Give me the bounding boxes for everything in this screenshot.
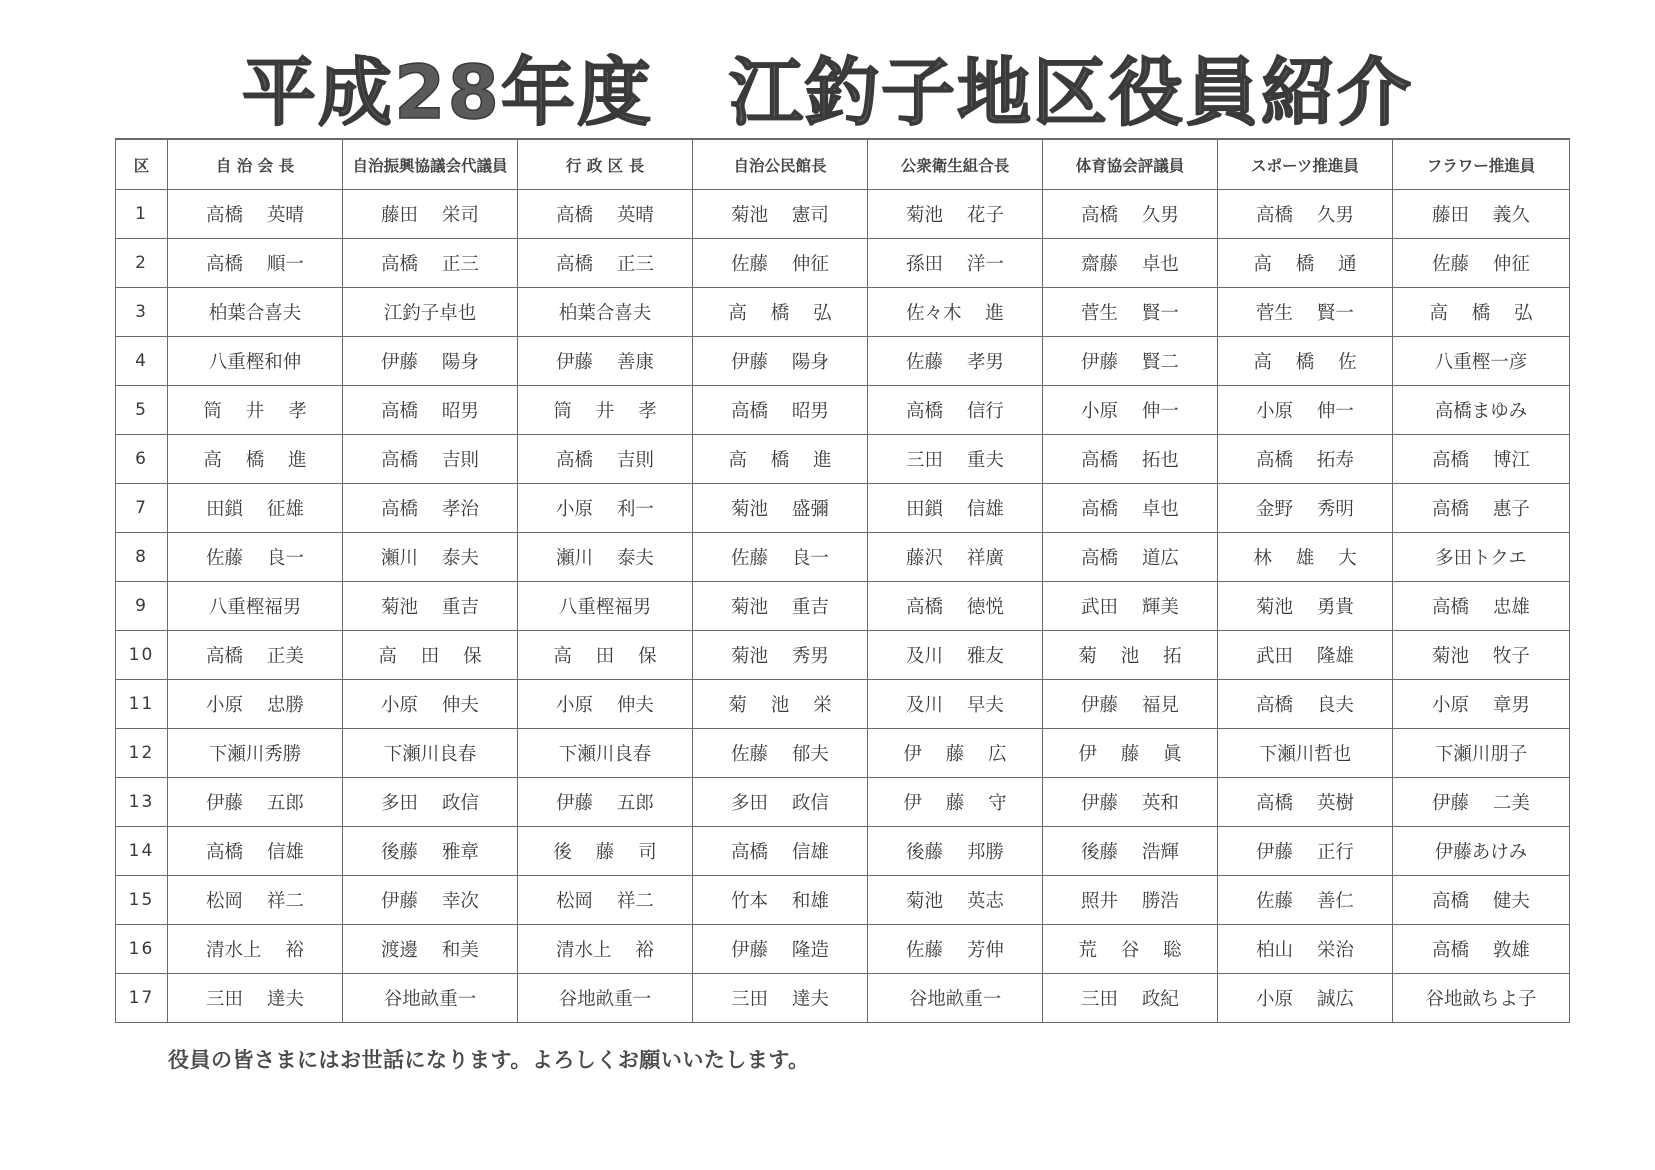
table-row <box>116 190 1570 239</box>
table-row <box>116 533 1570 582</box>
officer-name-cell: 佐藤 良一 <box>693 533 868 582</box>
officer-name-cell: 高橋 吉則 <box>518 435 693 484</box>
officer-name-cell: 高橋 信行 <box>868 386 1043 435</box>
officer-name-cell: 伊藤 正行 <box>1218 827 1393 876</box>
roster-body <box>116 190 1570 1023</box>
officer-name-cell: 谷地畝ちよ子 <box>1393 974 1570 1023</box>
officer-name-cell: 林 雄 大 <box>1218 533 1393 582</box>
table-row <box>116 435 1570 484</box>
officer-name-cell: 高橋 忠雄 <box>1393 582 1570 631</box>
district-number-cell: 11 <box>116 680 168 729</box>
officer-name-cell: 高橋 吉則 <box>343 435 518 484</box>
officer-name-cell: 佐々木 進 <box>868 288 1043 337</box>
officer-name-cell: 小原 伸夫 <box>518 680 693 729</box>
officer-name-cell: 下瀬川哲也 <box>1218 729 1393 778</box>
officer-name-cell: 菊池 憲司 <box>693 190 868 239</box>
officer-name-cell: 伊藤 五郎 <box>168 778 343 827</box>
table-row <box>116 386 1570 435</box>
officer-name-cell: 高橋 道広 <box>1043 533 1218 582</box>
officer-name-cell: 菊池 秀男 <box>693 631 868 680</box>
officer-name-cell: 谷地畝重一 <box>518 974 693 1023</box>
officer-name-cell: 高 橋 通 <box>1218 239 1393 288</box>
officer-name-cell: 高 橋 弘 <box>693 288 868 337</box>
officer-name-cell: 渡邊 和美 <box>343 925 518 974</box>
officer-name-cell: 伊藤 隆造 <box>693 925 868 974</box>
district-number-cell: 6 <box>116 435 168 484</box>
officer-name-cell: 高橋 順一 <box>168 239 343 288</box>
officer-name-cell: 後 藤 司 <box>518 827 693 876</box>
officer-name-cell: 松岡 祥二 <box>168 876 343 925</box>
officer-name-cell: 高橋 久男 <box>1218 190 1393 239</box>
officer-name-cell: 伊藤 善康 <box>518 337 693 386</box>
officer-name-cell: 菊池 重吉 <box>693 582 868 631</box>
officer-name-cell: 三田 政紀 <box>1043 974 1218 1023</box>
officer-name-cell: 田鎖 征雄 <box>168 484 343 533</box>
officer-name-cell: 伊藤 賢二 <box>1043 337 1218 386</box>
officer-name-cell: 瀬川 泰夫 <box>518 533 693 582</box>
officer-name-cell: 菊 池 栄 <box>693 680 868 729</box>
officer-name-cell: 武田 輝美 <box>1043 582 1218 631</box>
officer-name-cell: 佐藤 伸征 <box>1393 239 1570 288</box>
officer-name-cell: 高橋まゆみ <box>1393 386 1570 435</box>
officer-name-cell: 筒 井 孝 <box>518 386 693 435</box>
officer-name-cell: 佐藤 伸征 <box>693 239 868 288</box>
officer-name-cell: 伊 藤 眞 <box>1043 729 1218 778</box>
officer-name-cell: 高橋 正美 <box>168 631 343 680</box>
officer-name-cell: 高橋 信雄 <box>168 827 343 876</box>
officer-name-cell: 伊 藤 守 <box>868 778 1043 827</box>
officer-name-cell: 後藤 浩輝 <box>1043 827 1218 876</box>
officer-name-cell: 下瀬川良春 <box>343 729 518 778</box>
officer-name-cell: 谷地畝重一 <box>868 974 1043 1023</box>
header-row <box>116 139 1570 190</box>
district-number-cell: 16 <box>116 925 168 974</box>
officer-name-cell: 菅生 賢一 <box>1218 288 1393 337</box>
district-number-cell: 2 <box>116 239 168 288</box>
officer-name-cell: 高橋 博江 <box>1393 435 1570 484</box>
officer-name-cell: 高橋 正三 <box>518 239 693 288</box>
district-number-cell: 12 <box>116 729 168 778</box>
footer-note: 役員の皆さまにはお世話になります。よろしくお願いいたします。 <box>168 1048 810 1072</box>
officer-name-cell: 高橋 拓也 <box>1043 435 1218 484</box>
header-sports-promoter: スポーツ推進員 <box>1218 139 1393 190</box>
officer-name-cell: 高 田 保 <box>343 631 518 680</box>
officer-name-cell: 照井 勝浩 <box>1043 876 1218 925</box>
officer-name-cell: 多田 政信 <box>343 778 518 827</box>
table-row <box>116 827 1570 876</box>
officer-name-cell: 伊藤 陽身 <box>343 337 518 386</box>
district-number-cell: 7 <box>116 484 168 533</box>
district-number-cell: 5 <box>116 386 168 435</box>
officer-name-cell: 高橋 信雄 <box>693 827 868 876</box>
officer-name-cell: 高橋 敦雄 <box>1393 925 1570 974</box>
officer-name-cell: 筒 井 孝 <box>168 386 343 435</box>
table-row <box>116 729 1570 778</box>
officer-name-cell: 佐藤 良一 <box>168 533 343 582</box>
officer-name-cell: 八重樫一彦 <box>1393 337 1570 386</box>
officer-name-cell: 及川 早夫 <box>868 680 1043 729</box>
officer-roster-table <box>115 138 1570 1023</box>
officer-name-cell: 伊藤 五郎 <box>518 778 693 827</box>
table-row <box>116 631 1570 680</box>
officer-name-cell: 高橋 昭男 <box>693 386 868 435</box>
officer-name-cell: 下瀬川良春 <box>518 729 693 778</box>
header-district: 区 <box>116 139 168 190</box>
officer-name-cell: 菊池 盛彌 <box>693 484 868 533</box>
district-number-cell: 9 <box>116 582 168 631</box>
officer-name-cell: 八重樫和伸 <box>168 337 343 386</box>
officer-name-cell: 伊 藤 広 <box>868 729 1043 778</box>
table-row <box>116 288 1570 337</box>
officer-name-cell: 高橋 孝治 <box>343 484 518 533</box>
officer-name-cell: 小原 伸一 <box>1218 386 1393 435</box>
table-row <box>116 582 1570 631</box>
officer-name-cell: 菊池 勇貴 <box>1218 582 1393 631</box>
officer-name-cell: 佐藤 郁夫 <box>693 729 868 778</box>
officer-name-cell: 高橋 徳悦 <box>868 582 1043 631</box>
officer-name-cell: 高橋 英晴 <box>518 190 693 239</box>
officer-name-cell: 藤田 義久 <box>1393 190 1570 239</box>
officer-name-cell: 金野 秀明 <box>1218 484 1393 533</box>
table-row <box>116 778 1570 827</box>
header-sanitation-union-head: 公衆衛生組合長 <box>868 139 1043 190</box>
officer-name-cell: 菊池 重吉 <box>343 582 518 631</box>
district-number-cell: 4 <box>116 337 168 386</box>
officer-name-cell: 菊池 花子 <box>868 190 1043 239</box>
table-row <box>116 680 1570 729</box>
officer-name-cell: 高 橋 弘 <box>1393 288 1570 337</box>
officer-name-cell: 伊藤 福見 <box>1043 680 1218 729</box>
district-number-cell: 3 <box>116 288 168 337</box>
district-number-cell: 8 <box>116 533 168 582</box>
officer-name-cell: 伊藤 幸次 <box>343 876 518 925</box>
district-number-cell: 10 <box>116 631 168 680</box>
officer-name-cell: 高 橋 進 <box>168 435 343 484</box>
officer-name-cell: 小原 利一 <box>518 484 693 533</box>
header-community-hall-director: 自治公民館長 <box>693 139 868 190</box>
officer-name-cell: 八重樫福男 <box>168 582 343 631</box>
officer-name-cell: 菊池 牧子 <box>1393 631 1570 680</box>
district-number-cell: 14 <box>116 827 168 876</box>
officer-name-cell: 藤沢 祥廣 <box>868 533 1043 582</box>
officer-name-cell: 多田 政信 <box>693 778 868 827</box>
officer-name-cell: 高 橋 佐 <box>1218 337 1393 386</box>
table-row <box>116 484 1570 533</box>
officer-name-cell: 高橋 惠子 <box>1393 484 1570 533</box>
header-community-chair: 自 治 会 長 <box>168 139 343 190</box>
officer-name-cell: 高橋 拓寿 <box>1218 435 1393 484</box>
officer-name-cell: 多田トクエ <box>1393 533 1570 582</box>
officer-name-cell: 清水上 裕 <box>168 925 343 974</box>
officer-name-cell: 柏山 栄治 <box>1218 925 1393 974</box>
officer-name-cell: 高橋 英晴 <box>168 190 343 239</box>
officer-name-cell: 伊藤 陽身 <box>693 337 868 386</box>
officer-name-cell: 伊藤あけみ <box>1393 827 1570 876</box>
officer-name-cell: 菊 池 拓 <box>1043 631 1218 680</box>
officer-name-cell: 小原 誠広 <box>1218 974 1393 1023</box>
officer-name-cell: 高橋 英樹 <box>1218 778 1393 827</box>
table-row <box>116 876 1570 925</box>
officer-name-cell: 高橋 久男 <box>1043 190 1218 239</box>
officer-name-cell: 後藤 邦勝 <box>868 827 1043 876</box>
header-sports-assoc-councillor: 体育協会評議員 <box>1043 139 1218 190</box>
officer-name-cell: 藤田 栄司 <box>343 190 518 239</box>
officer-name-cell: 下瀬川朋子 <box>1393 729 1570 778</box>
officer-name-cell: 竹本 和雄 <box>693 876 868 925</box>
officer-name-cell: 伊藤 二美 <box>1393 778 1570 827</box>
officer-name-cell: 小原 伸夫 <box>343 680 518 729</box>
officer-name-cell: 齋藤 卓也 <box>1043 239 1218 288</box>
officer-name-cell: 柏葉合喜夫 <box>518 288 693 337</box>
officer-name-cell: 高橋 昭男 <box>343 386 518 435</box>
officer-name-cell: 高橋 健夫 <box>1393 876 1570 925</box>
officer-name-cell: 及川 雅友 <box>868 631 1043 680</box>
header-flower-promoter: フラワー推進員 <box>1393 139 1570 190</box>
officer-name-cell: 三田 達夫 <box>168 974 343 1023</box>
officer-name-cell: 江釣子卓也 <box>343 288 518 337</box>
officer-name-cell: 佐藤 孝男 <box>868 337 1043 386</box>
officer-name-cell: 谷地畝重一 <box>343 974 518 1023</box>
officer-name-cell: 佐藤 善仁 <box>1218 876 1393 925</box>
officer-name-cell: 三田 重夫 <box>868 435 1043 484</box>
officer-name-cell: 伊藤 英和 <box>1043 778 1218 827</box>
officer-name-cell: 松岡 祥二 <box>518 876 693 925</box>
district-number-cell: 1 <box>116 190 168 239</box>
table-row <box>116 925 1570 974</box>
officer-name-cell: 小原 章男 <box>1393 680 1570 729</box>
officer-name-cell: 高橋 卓也 <box>1043 484 1218 533</box>
officer-name-cell: 孫田 洋一 <box>868 239 1043 288</box>
officer-name-cell: 佐藤 芳伸 <box>868 925 1043 974</box>
table-row <box>116 974 1570 1023</box>
table-row <box>116 337 1570 386</box>
officer-name-cell: 高橋 良夫 <box>1218 680 1393 729</box>
officer-name-cell: 武田 隆雄 <box>1218 631 1393 680</box>
officer-name-cell: 菅生 賢一 <box>1043 288 1218 337</box>
header-promotion-council-delegate: 自治振興協議会代議員 <box>343 139 518 190</box>
officer-name-cell: 高 田 保 <box>518 631 693 680</box>
officer-name-cell: 柏葉合喜夫 <box>168 288 343 337</box>
officer-name-cell: 下瀬川秀勝 <box>168 729 343 778</box>
officer-name-cell: 小原 伸一 <box>1043 386 1218 435</box>
officer-name-cell: 後藤 雅章 <box>343 827 518 876</box>
officer-name-cell: 三田 達夫 <box>693 974 868 1023</box>
district-number-cell: 13 <box>116 778 168 827</box>
officer-name-cell: 八重樫福男 <box>518 582 693 631</box>
officer-name-cell: 荒 谷 聡 <box>1043 925 1218 974</box>
officer-name-cell: 瀬川 泰夫 <box>343 533 518 582</box>
officer-name-cell: 清水上 裕 <box>518 925 693 974</box>
page-title: 平成28年度 江釣子地区役員紹介 <box>242 50 1413 136</box>
officer-name-cell: 高橋 正三 <box>343 239 518 288</box>
officer-name-cell: 高 橋 進 <box>693 435 868 484</box>
header-admin-district-head: 行 政 区 長 <box>518 139 693 190</box>
district-number-cell: 15 <box>116 876 168 925</box>
district-number-cell: 17 <box>116 974 168 1023</box>
officer-name-cell: 菊池 英志 <box>868 876 1043 925</box>
officer-name-cell: 小原 忠勝 <box>168 680 343 729</box>
officer-name-cell: 田鎖 信雄 <box>868 484 1043 533</box>
table-row <box>116 239 1570 288</box>
